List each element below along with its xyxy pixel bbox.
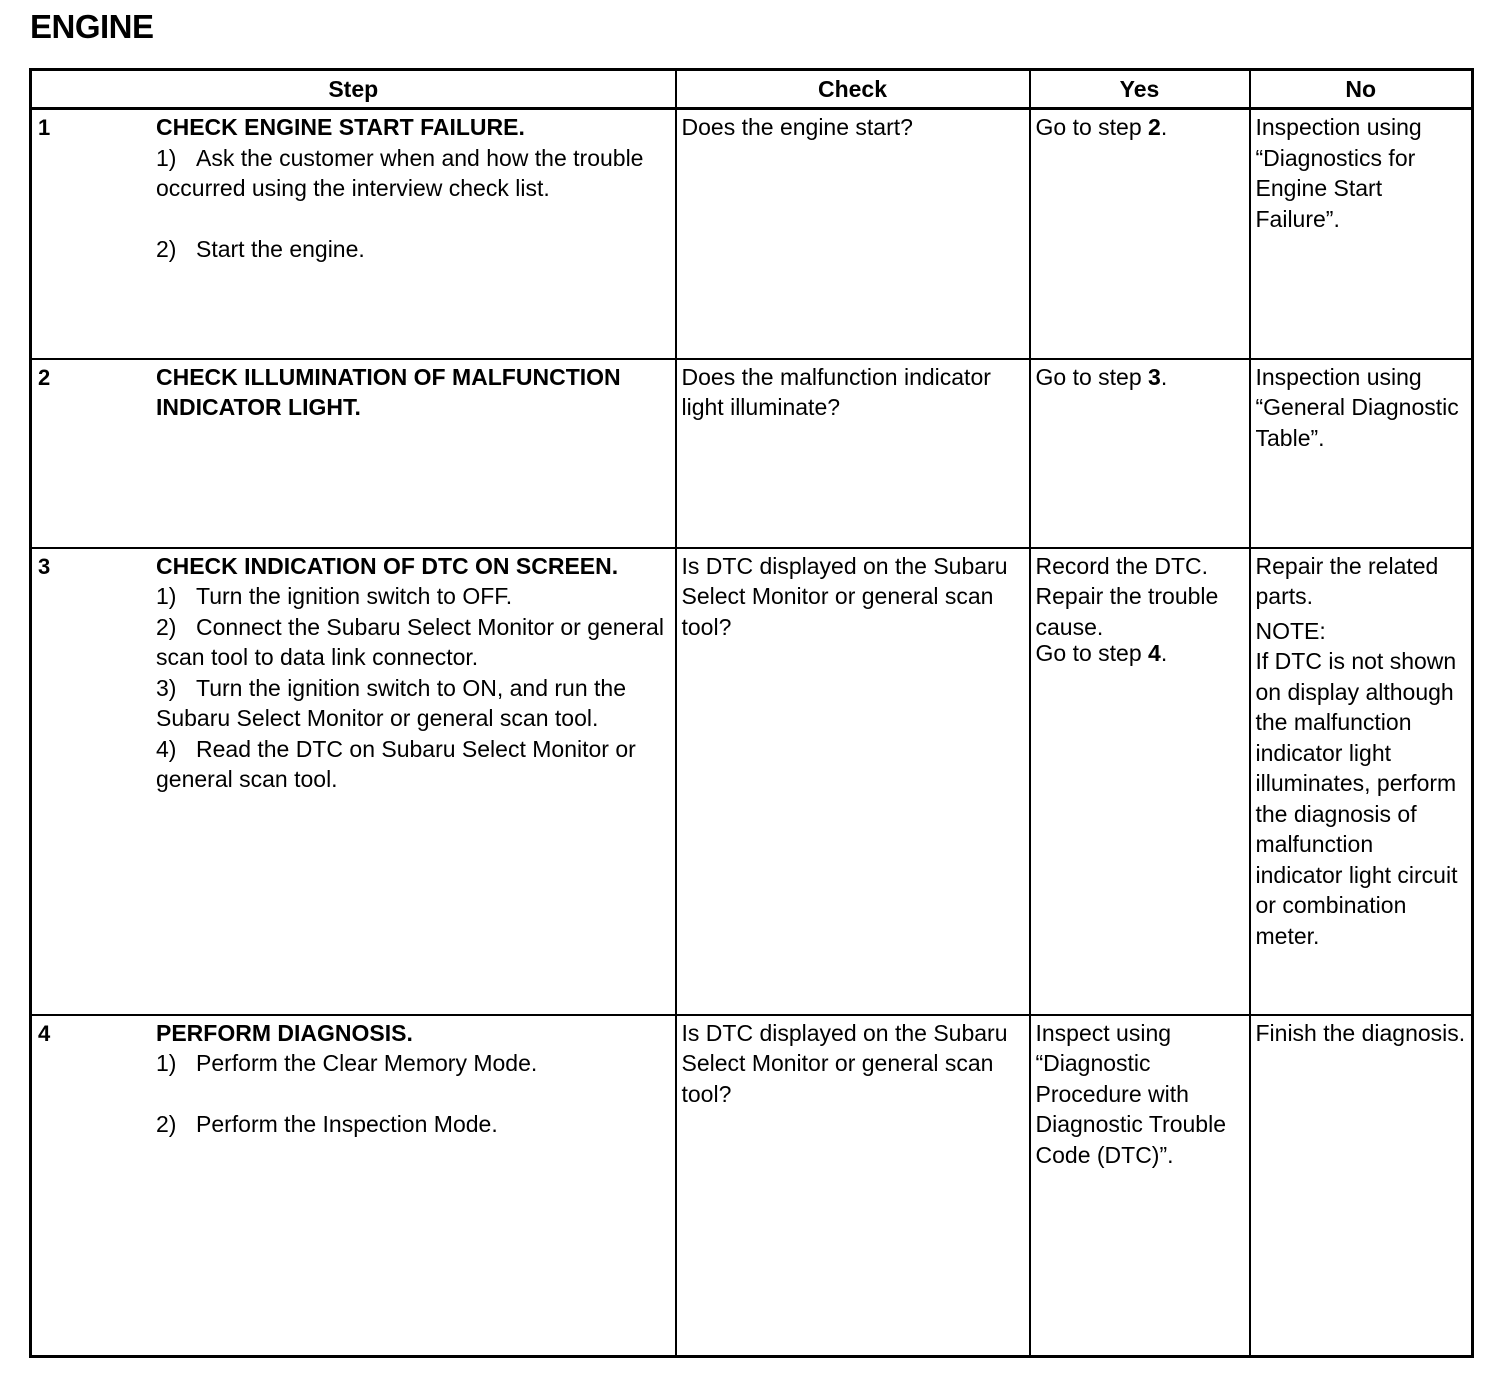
substep-number: 1)	[156, 1050, 177, 1076]
yes-cell: Inspect using “Diagnostic Procedure with Diagnostic Trouble Code (DTC)”.	[1030, 1015, 1250, 1357]
substep	[156, 581, 669, 612]
yes-suffix: .	[1160, 363, 1168, 390]
substep-text: Connect the Subaru Select Monitor or general scan tool to data link connector.	[156, 613, 664, 670]
step-cell	[31, 1015, 676, 1357]
check-cell: Does the engine start?	[676, 109, 1030, 359]
table-row	[31, 109, 1473, 359]
step-number: 3	[38, 553, 51, 579]
substep-number: 2)	[156, 1111, 177, 1137]
header-check: Check	[676, 70, 1030, 109]
no-cell: Inspection using “Diagnostics for Engine Start Failure”.	[1250, 109, 1473, 359]
step-title: PERFORM DIAGNOSIS.	[156, 1019, 413, 1046]
table-row	[31, 359, 1473, 548]
header-step: Step	[31, 70, 676, 109]
substep-number: 2)	[156, 613, 177, 640]
substep	[156, 734, 669, 795]
no-line: Repair the related parts.	[1255, 552, 1439, 609]
no-cell: Inspection using “General Diagnostic Table”.	[1250, 359, 1473, 548]
step-cell	[31, 359, 676, 548]
substep	[156, 143, 669, 204]
substep-number: 1)	[156, 144, 177, 171]
yes-text: Go to step	[1035, 114, 1149, 140]
substep	[156, 1109, 669, 1140]
yes-goto	[1036, 642, 1244, 664]
substep	[156, 673, 669, 734]
step-title: CHECK ILLUMINATION OF MALFUNCTION INDICATOR LIGHT.	[156, 363, 621, 420]
yes-cell	[1030, 109, 1250, 359]
yes-cell	[1030, 359, 1250, 548]
substep-text: Ask the customer when and how the trouble occurred using the interview check list.	[156, 144, 644, 201]
substep-text: Perform the Inspection Mode.	[196, 1111, 498, 1137]
yes-suffix: .	[1160, 114, 1168, 140]
substep-text: Turn the ignition switch to ON, and run the Subaru Select Monitor or general scan tool.	[156, 674, 626, 731]
substep-text: Turn the ignition switch to OFF.	[196, 583, 513, 609]
check-cell: Is DTC displayed on the Subaru Select Monitor or general scan tool?	[676, 1015, 1030, 1357]
no-cell: Finish the diagnosis.	[1250, 1015, 1473, 1357]
substep	[156, 1048, 669, 1079]
step-cell	[31, 109, 676, 359]
substep-number: 1)	[156, 583, 177, 609]
note-text: If DTC is not shown on display although the malfunction indicator light illuminates, perform the diagnosis of malfunction indicator light circuit or combination meter.	[1255, 648, 1458, 949]
substep	[156, 612, 669, 673]
substep-text: Start the engine.	[196, 236, 365, 262]
substep-number: 3)	[156, 674, 177, 701]
table-row	[31, 548, 1473, 1015]
step-cell	[31, 548, 676, 1015]
step-title: CHECK INDICATION OF DTC ON SCREEN.	[156, 552, 619, 579]
yes-line: Record the DTC.	[1035, 552, 1209, 579]
yes-suffix: .	[1160, 640, 1168, 666]
step-number: 1	[38, 115, 51, 140]
yes-cell	[1030, 548, 1250, 1015]
no-cell	[1250, 548, 1473, 1015]
step-ref: 2	[1148, 114, 1161, 140]
substep-text: Read the DTC on Subaru Select Monitor or general scan tool.	[156, 735, 636, 792]
yes-text: Go to step	[1035, 363, 1149, 390]
header-yes: Yes	[1030, 70, 1250, 109]
step-ref: 4	[1148, 640, 1161, 666]
page-title: ENGINE	[30, 8, 154, 45]
step-ref: 3	[1148, 363, 1161, 390]
step-number: 2	[38, 364, 51, 390]
table-row	[31, 1015, 1473, 1357]
yes-line: Repair the trouble cause.	[1035, 583, 1219, 640]
substep-text: Perform the Clear Memory Mode.	[196, 1050, 538, 1076]
note-label: NOTE:	[1255, 617, 1326, 644]
diagnostic-table	[29, 68, 1474, 1358]
header-row	[31, 70, 1473, 109]
check-cell: Is DTC displayed on the Subaru Select Monitor or general scan tool?	[676, 548, 1030, 1015]
header-no: No	[1250, 70, 1473, 109]
yes-text: Go to step	[1035, 640, 1149, 666]
substep	[156, 234, 669, 265]
check-cell: Does the malfunction indicator light illuminate?	[676, 359, 1030, 548]
substep-number: 4)	[156, 735, 177, 762]
step-number: 4	[38, 1020, 51, 1046]
step-title: CHECK ENGINE START FAILURE.	[156, 114, 525, 140]
substep-number: 2)	[156, 236, 177, 262]
